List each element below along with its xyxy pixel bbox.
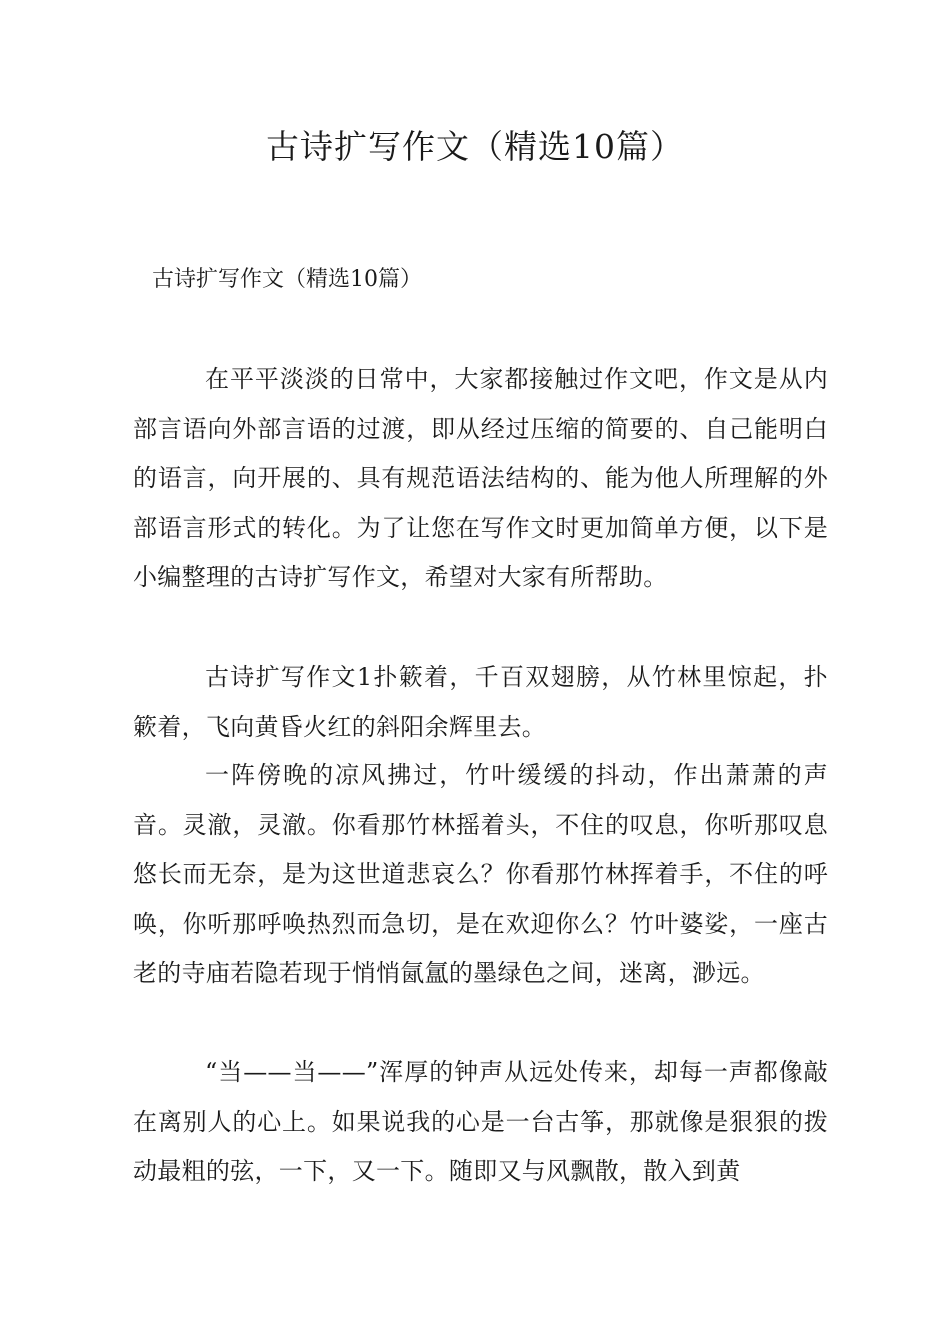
document-title: 古诗扩写作文（精选10篇） bbox=[266, 127, 684, 166]
paragraph-intro: 在平平淡淡的日常中，大家都接触过作文吧，作文是从内部言语向外部言语的过渡，即从经过压缩的简要的、自己能明白的语言，向开展的、具有规范语法结构的、能为他人所理解的外部语言形式的转化。为了让您在写作文时更加简单方便，以下是小编整理的古诗扩写作文，希望对大家有所帮助。 bbox=[133, 365, 828, 591]
paragraph-temple-bell: “当——当——”浑厚的钟声从远处传来，却每一声都像敲在离别人的心上。如果说我的心是一台古筝，那就像是狠狠的拨动最粗的弦，一下，又一下。随即又与风飘散，散入到黄 bbox=[133, 1058, 828, 1185]
paragraph-bamboo-wind: 一阵傍晚的凉风拂过，竹叶缓缓的抖动，作出萧萧的声音。灵澈，灵澈。你看那竹林摇着头，不住的叹息，你听那叹息悠长而无奈，是为这世道悲哀么？你看那竹林挥着手，不住的呼唤，你听那呼唤热烈而急切，是在欢迎你么？竹叶婆娑，一座古老的寺庙若隐若现于悄悄氤氲的墨绿色之间，迷离，渺远。 bbox=[133, 761, 828, 987]
paragraph-essay-1-opening: 古诗扩写作文1扑簌着，千百双翅膀，从竹林里惊起，扑簌着，飞向黄昏火红的斜阳余辉里去。 bbox=[133, 663, 828, 741]
document-subtitle: 古诗扩写作文（精选10篇） bbox=[152, 267, 422, 292]
